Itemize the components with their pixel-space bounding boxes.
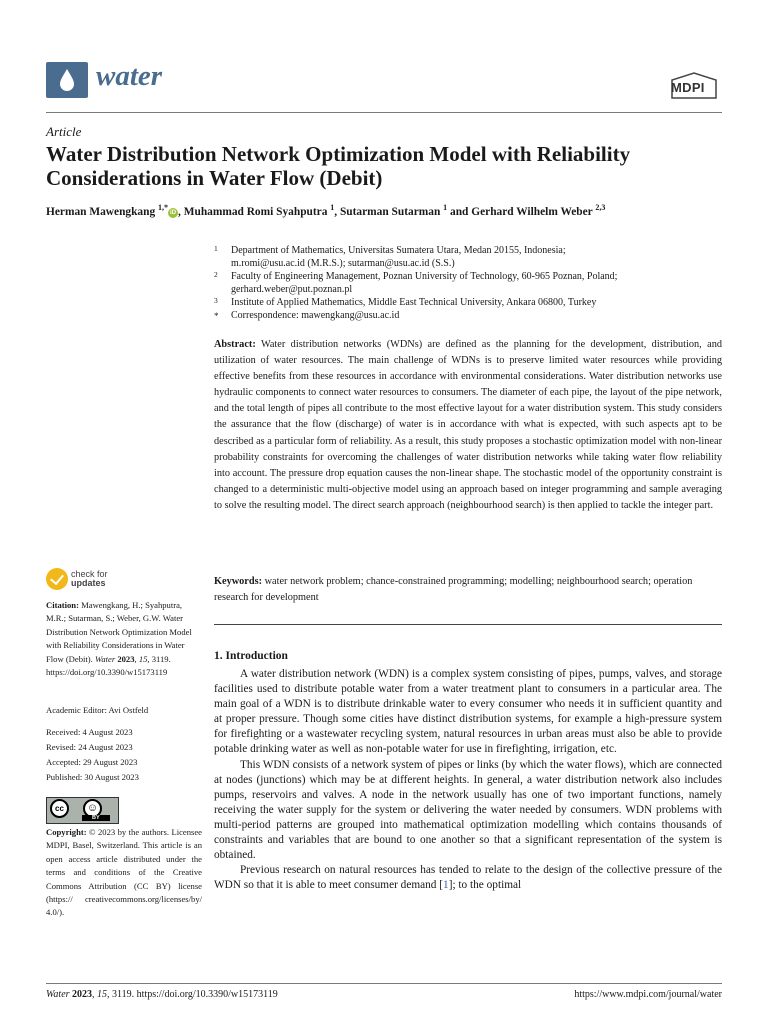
section-heading: 1. Introduction xyxy=(214,650,288,662)
affiliation-number: 2 xyxy=(214,270,218,279)
footer-citation: Water 2023, 15, 3119. https://doi.org/10.3390/w15173119 xyxy=(46,989,278,1000)
received-date: Received: 4 August 2023 xyxy=(46,727,133,737)
paragraph xyxy=(214,863,722,893)
footer-journal-url[interactable]: https://www.mdpi.com/journal/water xyxy=(574,989,722,1000)
journal-logo-icon xyxy=(46,62,88,98)
check-for-updates-icon[interactable] xyxy=(46,568,68,590)
keywords-text: water network problem; chance-constrained programming; modelling; neighbourhood search; operation research for development xyxy=(214,576,693,604)
paragraph: A water distribution network (WDN) is a complex system consisting of pipes, pumps, valves, and storage facilities used to distribute potable water from a water treatment plant to consumers in a particular area. The main goal of a WDN is to distribute drinkable water to every consumer who needs it in sufficient quantity and at proper pressure. Though some cities have distinct distribution systems, for example a high-pressure system for firefighting or a wastewater recycling system, natural resources in urban areas must also be able to provide potable drinking water as well as non-potable water for use in firefighting, irrigation, etc. xyxy=(214,668,722,756)
affiliation-emails: m.romi@usu.ac.id (M.R.S.); sutarman@usu.ac.id (S.S.) xyxy=(231,258,455,269)
keywords-label: Keywords: xyxy=(214,576,263,587)
orcid-icon[interactable]: iD xyxy=(170,209,177,216)
citation-text: Mawengkang, H.; Syahputra, M.R.; Sutarman, S.; Weber, G.W. Water Distribution Network Optimization Model with Reliability Considerations in Water Flow (Debit). xyxy=(46,600,192,664)
author-name: Herman Mawengkang xyxy=(46,205,156,218)
author-affil-ref: 1 xyxy=(443,203,448,212)
published-date: Published: 30 August 2023 xyxy=(46,772,139,782)
author-affil-ref: 1,* xyxy=(158,203,169,212)
cc-icon: cc xyxy=(50,799,69,818)
footer-year: 2023 xyxy=(72,989,93,1000)
abstract-text: Water distribution networks (WDNs) are defined as the planning for the development, distribution, and utilization of water resources. The main challenge of WDNs is to preserve limited water resources while providing effective benefits from these resources in accordance with environmental considerations. Water distribution networks use hydraulic components to connect water resources to consumers. The diameter of each pipe, the layout of the pipe network, and the total length of pipes all contribute to the most effective layout for a water distribution system. This study considers the assurance that the flow (discharge) of water is in accordance with what is expected, with such aspects apt to be described as a particular form of reliability. As a result, this study proposes a stochastic optimization model with non-linear probability constraints for overcoming the challenges of water distribution networks while taking water flow reliability into account. The pressure drop equation causes the non-linear shape. The stochastic model of the opportunity constraint is changed to a deterministic multi-objective model using an approach based on integer programming and sample averaging to solve the resulting model. The direct search approach (neighbourhood search) is then applied to tackle the integer part. xyxy=(214,339,722,511)
check-line: updates xyxy=(71,578,106,588)
affiliation-number: 3 xyxy=(214,296,218,305)
journal-name: water xyxy=(96,60,163,92)
accepted-date: Accepted: 29 August 2023 xyxy=(46,757,138,767)
citation-year: 2023 xyxy=(117,653,135,664)
citation-block: Citation: Mawengkang, H.; Syahputra, M.R.; Sutarman, S.; Weber, G.W. Water Distribution Network Optimization Model with Reliability Considerations in Water Flow (Debit). Water 2023, 15, 3119. https://doi.org/10.3390/w15173119 xyxy=(46,600,192,678)
citation-doi[interactable]: , 3119. https://doi.org/10.3390/w15173119 xyxy=(46,653,171,678)
publisher-name: MDPI xyxy=(671,80,705,95)
paper-title: Water Distribution Network Optimization Model with Reliability Considerations in Water Flow (Debit) xyxy=(46,142,631,190)
check-for-updates-label[interactable] xyxy=(71,570,108,588)
affiliation-text: Faculty of Engineering Management, Poznan University of Technology, 60-965 Poznan, Poland; xyxy=(231,271,618,282)
author-name: Gerhard Wilhelm Weber xyxy=(471,205,593,218)
academic-editor: Academic Editor: Avi Ostfeld xyxy=(46,705,149,715)
affiliation-emails: gerhard.weber@put.poznan.pl xyxy=(231,284,353,295)
attribution-icon: ☺ xyxy=(83,799,102,818)
affiliation-number: * xyxy=(214,311,219,321)
footer-divider xyxy=(46,983,722,984)
abstract xyxy=(214,337,722,514)
copyright-text: © 2023 by the authors. Licensee MDPI, Basel, Switzerland. This article is an open access article distributed under the terms and conditions of the Creative Commons Attribution (CC BY) license (https:// creativecommons.org/licenses/by/ 4.0/). xyxy=(46,827,202,918)
citation-label: Citation: xyxy=(46,600,79,610)
article-type: Article xyxy=(46,124,82,139)
author-list xyxy=(46,203,736,218)
section-divider xyxy=(214,624,722,625)
revised-date: Revised: 24 August 2023 xyxy=(46,742,133,752)
copyright-block xyxy=(46,826,202,920)
citation-journal: Water xyxy=(94,653,116,664)
footer-journal: Water xyxy=(46,989,70,1000)
affiliation-text: Institute of Applied Mathematics, Middle East Technical University, Ankara 06800, Turkey xyxy=(231,297,597,308)
citation-volume: 15 xyxy=(138,653,148,664)
affiliation-number: 1 xyxy=(214,244,218,253)
keywords xyxy=(214,574,722,606)
cc-by-label: BY xyxy=(82,815,110,821)
affiliation-text: Department of Mathematics, Universitas Sumatera Utara, Medan 20155, Indonesia; xyxy=(231,245,566,256)
introduction-body xyxy=(214,667,722,893)
paragraph-text: Previous research on natural resources has tended to relate to the design of the collective pressure of the WDN so that it is able to meet consumer demand [ xyxy=(214,864,722,892)
header-divider xyxy=(46,112,722,113)
paragraph-text: ]; to the optimal xyxy=(448,879,522,892)
author-name: Muhammad Romi Syahputra xyxy=(183,205,328,218)
copyright-label: Copyright: xyxy=(46,827,87,837)
footer-doi[interactable]: , 3119. https://doi.org/10.3390/w15173119 xyxy=(107,989,278,1000)
author-separator: , xyxy=(334,205,340,218)
paragraph: This WDN consists of a network system of pipes or links (by which the water flows), which are connected at nodes (junctions) which may be at different heights. In general, a water distribution network also includes pumps, reservoirs and valves. A node in the network usually has one of two important functions, namely receiving the water supply for the system or delivering the water needed by consumers. WDN problems with multi-period patterns are grouped into mathematical optimization modelling which contains thousands of constraints and variables that are bound to one another so that a significant representation of the system is obtained. xyxy=(214,758,722,862)
check-line: check for xyxy=(71,569,108,579)
author-affil-ref: 2,3 xyxy=(595,203,606,212)
abstract-label: Abstract: xyxy=(214,339,256,350)
author-affil-ref: 1 xyxy=(330,203,335,212)
author-name: Sutarman Sutarman xyxy=(339,205,441,218)
author-separator: , xyxy=(178,205,184,218)
author-separator: and xyxy=(447,205,472,218)
citation-link[interactable]: 1 xyxy=(443,879,449,892)
correspondence-text: Correspondence: mawengkang@usu.ac.id xyxy=(231,310,400,321)
footer-volume: 15 xyxy=(97,989,108,1000)
